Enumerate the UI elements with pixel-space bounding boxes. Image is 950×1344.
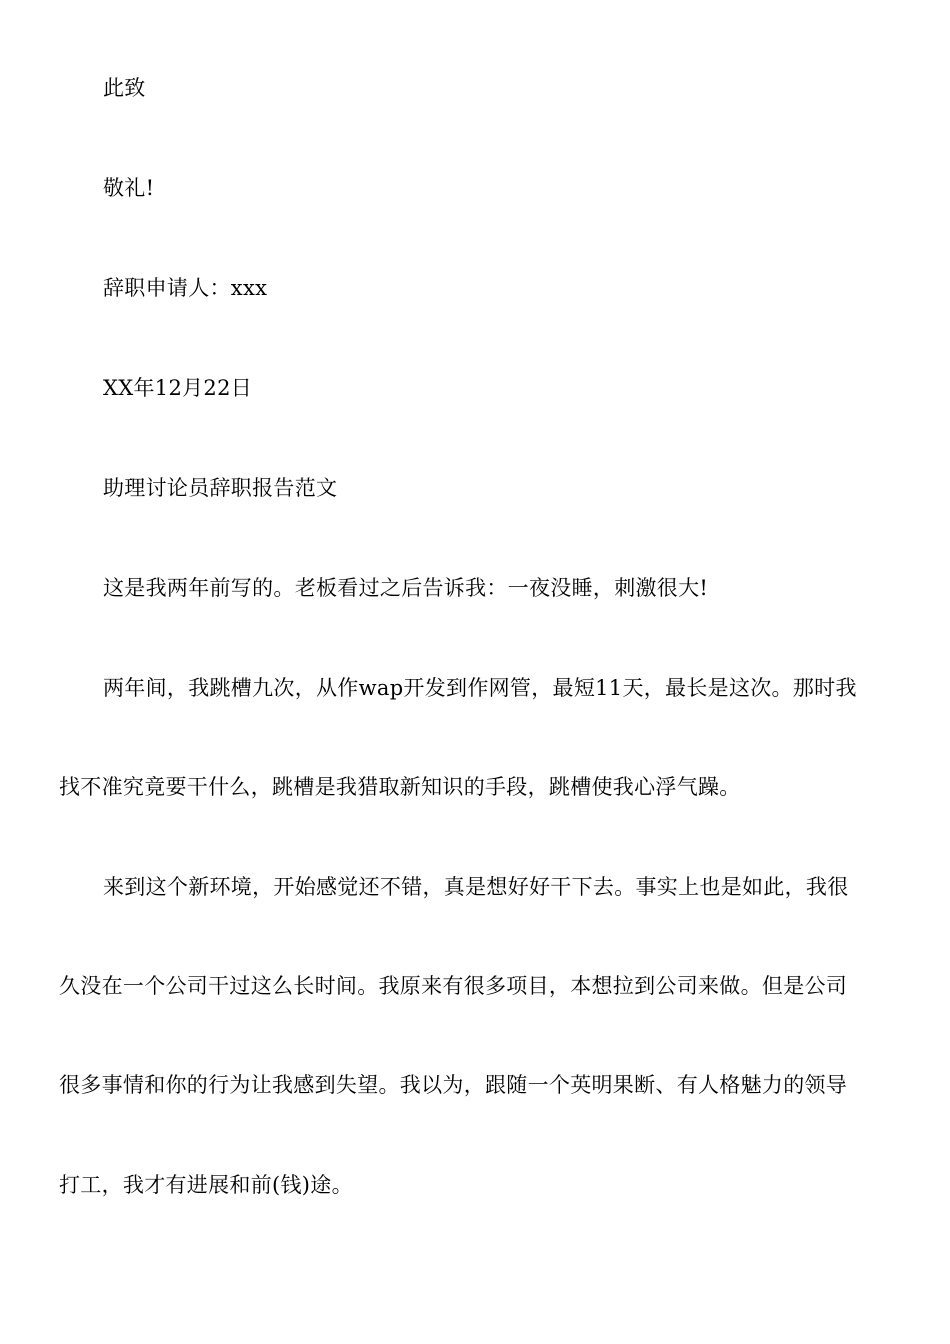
paragraph-3-line-3: 很多事情和你的行为让我感到失望。我以为，跟随一个英明果断、有人格魅力的领导 [59, 1073, 848, 1097]
paragraph-3-line-2: 久没在一个公司干过这么长时间。我原来有很多项目，本想拉到公司来做。但是公司 [59, 974, 848, 998]
paragraph-3-line-4: 打工，我才有进展和前(钱)途。 [59, 1173, 353, 1197]
paragraph-3-line-1: 来到这个新环境，开始感觉还不错，真是想好好干下去。事实上也是如此，我很 [103, 875, 849, 899]
paragraph-2-line-2: 找不准究竟要干什么，跳槽是我猎取新知识的手段，跳槽使我心浮气躁。 [59, 775, 741, 799]
paragraph-2-line-1: 两年间，我跳槽九次，从作wap开发到作网管，最短11天，最长是这次。那时我 [103, 676, 857, 700]
closing-line: 此致 [103, 76, 146, 100]
section-heading: 助理讨论员辞职报告范文 [103, 476, 338, 500]
paragraph-1: 这是我两年前写的。老板看过之后告诉我：一夜没睡，刺激很大! [103, 576, 709, 600]
signer-line: 辞职申请人：xxx [103, 276, 268, 300]
salute-line: 敬礼! [103, 176, 155, 200]
date-line: XX年12月22日 [103, 376, 253, 400]
